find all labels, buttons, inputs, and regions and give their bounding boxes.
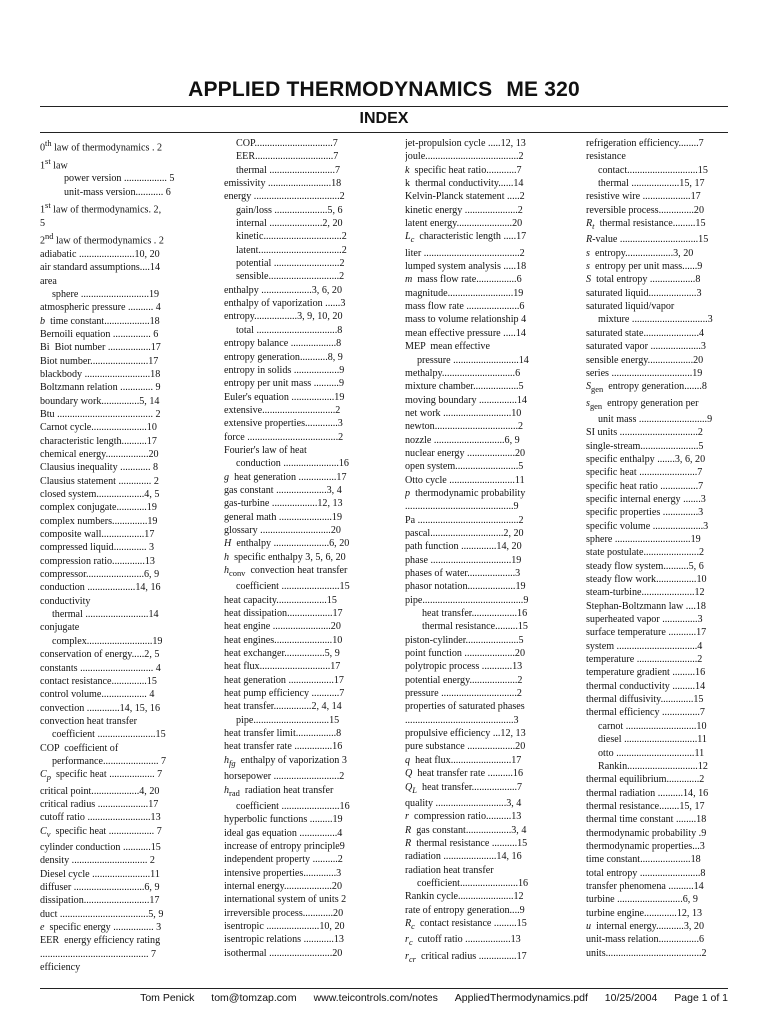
index-entry: ideal gas equation ...............4 (224, 827, 343, 839)
index-entry: heat generation ..................17 (224, 674, 344, 686)
index-entry: efficiency (40, 962, 81, 974)
index-entry: path function ..............14, 20 (405, 541, 522, 553)
index-entry: pure substance ...................20 (405, 741, 526, 753)
index-entry: Fourier's law of heat (224, 444, 307, 456)
index-entry: energy ..................................2 (224, 191, 345, 203)
index-entry: p thermodynamic probability (405, 487, 526, 499)
index-entry: horsepower ..........................2 (224, 771, 345, 783)
index-entry: entropy per unit mass ..........9 (224, 378, 344, 390)
index-entry: e specific energy ................ 3 (40, 922, 162, 934)
index-entry: R thermal resistance ..........15 (405, 837, 528, 849)
index-entry: compressed liquid............. 3 (40, 542, 155, 554)
index-entry: coefficient .......................15 (236, 581, 350, 593)
index-entry: rate of entropy generation....9 (405, 904, 525, 916)
index-entry: phases of water...................3 (405, 568, 521, 580)
index-column-2 (224, 137, 363, 960)
index-entry: thermal ...................15, 17 (598, 178, 705, 190)
index-entry: ........................................... 7 (40, 948, 157, 960)
index-entry: 5 (40, 217, 46, 229)
index-entry: carnot ............................10 (598, 720, 707, 732)
index-entry: $r_{cr}$ critical radius ...............17 (405, 950, 527, 964)
index-entry: potential ..........................2 (236, 258, 345, 270)
index-entry: S total entropy ..................8 (586, 274, 701, 286)
index-entry: h specific enthalpy 3, 5, 6, 20 (224, 551, 346, 563)
index-entry: $C_p$ specific heat .................. 7 (40, 769, 163, 783)
index-entry: joule.....................................2 (405, 151, 524, 163)
index-entry: glossary ............................20 (224, 524, 341, 536)
index-entry: diesel .............................11 (598, 734, 707, 746)
index-entry: steady flow system..........5, 6 (586, 560, 704, 572)
index-entry: Stephan-Boltzmann law ....18 (586, 600, 706, 612)
index-entry: state postulate......................2 (586, 547, 705, 559)
index-entry: Euler's equation .................19 (224, 391, 345, 403)
index-entry: $h_{rad}$ radiation heat transfer (224, 784, 334, 798)
index-entry: Biot number.......................17 (40, 355, 159, 367)
index-entry: unit-mass version........... 6 (64, 186, 171, 198)
index-entry: Q heat transfer rate ..........16 (405, 768, 524, 780)
index-entry: single-stream.......................5 (586, 440, 704, 452)
index-entry: composite wall.................17 (40, 529, 155, 541)
index-entry: sphere ...........................19 (52, 288, 160, 300)
index-entry: gain/loss .....................5, 6 (236, 204, 343, 216)
index-entry: enthalpy of vaporization ......3 (224, 298, 346, 310)
index-entry: adiabatic ......................10, 20 (40, 248, 160, 260)
index-entry: Otto cycle ..........................11 (405, 474, 525, 486)
index-entry: latent energy......................20 (405, 218, 523, 230)
index-entry: saturated state......................4 (586, 327, 705, 339)
index-entry: intensive properties.............3 (224, 867, 342, 879)
index-entry: series ................................19 (586, 367, 703, 379)
index-entry: specific enthalpy .......3, 6, 20 (586, 453, 706, 465)
index-entry: $S_{gen}$ entropy generation.......8 (586, 381, 707, 395)
index-entry: specific heat .......................7 (586, 467, 703, 479)
index-entry: phase ................................19 (405, 554, 522, 566)
index-entry: convection .............14, 15, 16 (40, 702, 160, 714)
index-entry: thermal resistance.........15 (422, 621, 528, 633)
index-entry: point function ....................20 (405, 648, 525, 660)
index-entry: thermodynamic probability .9 (586, 827, 707, 839)
footer-filename: AppliedThermodynamics.pdf (454, 992, 588, 1004)
footer-author: Tom Penick (140, 992, 195, 1004)
index-entry: sphere ..............................19 (586, 534, 701, 546)
index-entry: ...........................................9 (405, 501, 519, 513)
index-entry: mean effective pressure .....14 (405, 327, 526, 339)
index-entry: air standard assumptions....14 (40, 262, 160, 274)
index-entry: total entropy ........................8 (586, 867, 706, 879)
index-entry: phasor notation...................19 (405, 581, 526, 593)
index-entry: boundary work...............5, 14 (40, 395, 160, 407)
index-entry: heat pump efficiency ...........7 (224, 688, 345, 700)
index-entry: specific volume ....................3 (586, 520, 709, 532)
index-entry: u internal energy...........3, 20 (586, 920, 705, 932)
index-entry: radiation .....................14, 16 (405, 851, 522, 863)
index-entry: $C_v$ specific heat .................. 7 (40, 825, 162, 839)
index-entry: conservation of energy.....2, 5 (40, 649, 160, 661)
index-entry: k thermal conductivity......14 (405, 178, 524, 190)
index-entry: $h_{fg}$ enthalpy of vaporization 3 (224, 754, 347, 768)
index-entry: general math .....................19 (224, 511, 343, 523)
index-entry: cutoff ratio .........................13 (40, 812, 161, 824)
index-entry: contact resistance..............15 (40, 675, 157, 687)
index-entry: jet-propulsion cycle .....12, 13 (405, 138, 526, 149)
index-entry: area (40, 275, 57, 287)
course-title: APPLIED THERMODYNAMICS (188, 78, 493, 101)
index-entry: SI units ...............................2 (586, 427, 703, 439)
index-entry: 1st law of thermodynamics. 2, (40, 201, 162, 216)
index-entry: thermal diffusivity.............15 (586, 694, 704, 706)
index-entry: newton.................................2 (405, 421, 524, 433)
index-entry: heat capacity....................15 (224, 594, 337, 606)
index-entry: $s_{gen}$ entropy generation per (586, 397, 699, 411)
index-entry: complex conjugate............19 (40, 502, 157, 514)
index-entry: latent.................................2 (236, 244, 347, 256)
index-entry: magnitude..........................19 (405, 287, 524, 299)
index-entry: conjugate (40, 622, 80, 634)
index-entry: steady flow work................10 (586, 574, 707, 586)
index-entry: heat exchanger................5, 9 (224, 648, 340, 660)
index-entry: coefficient .......................16 (236, 800, 350, 812)
index-entry: Boltzmann relation ............. 9 (40, 382, 161, 394)
index-entry: performance...................... 7 (52, 755, 167, 767)
index-entry: superheated vapor ..............3 (586, 614, 703, 626)
index-entry: international system of units 2 (224, 894, 347, 906)
index-entry: enthalpy ....................3, 6, 20 (224, 284, 343, 296)
index-entry: specific properties ..............3 (586, 507, 704, 519)
index-entry: saturated liquid...................3 (586, 287, 702, 299)
index-entry: heat dissipation..................17 (224, 608, 343, 620)
index-entry: 0th law of thermodynamics . 2 (40, 139, 163, 154)
index-entry: s entropy...................3, 20 (586, 247, 694, 259)
index-entry: R-value ...............................15 (586, 234, 709, 246)
index-entry: gas constant ....................3, 4 (224, 484, 342, 496)
index-entry: total ................................8 (236, 324, 343, 336)
index-entry: thermal radiation ..........14, 16 (586, 787, 709, 799)
index-entry: power version ................. 5 (64, 173, 175, 185)
index-entry: emissivity .........................18 (224, 178, 342, 190)
index-entry: thermal resistance........15, 17 (586, 800, 705, 812)
index-entry: Bi Biot number .................17 (40, 342, 161, 354)
index-column-3 (405, 137, 545, 966)
index-entry: pressure ..........................14 (417, 354, 529, 366)
index-entry: open system.........................5 (405, 461, 524, 473)
footer-page-number: Page 1 of 1 (674, 992, 728, 1004)
index-entry: contact............................15 (598, 164, 708, 176)
footer-email[interactable]: tom@tomzap.com (211, 992, 297, 1004)
index-entry: heat engines.......................10 (224, 634, 343, 646)
index-entry: heat engine .......................20 (224, 621, 341, 633)
index-entry: Pa ........................................2 (405, 514, 524, 526)
title-rule (40, 106, 728, 107)
index-entry: heat transfer..................16 (422, 608, 528, 620)
index-entry: nozzle ............................6, 9 (405, 434, 520, 446)
index-heading: INDEX (359, 110, 409, 127)
index-entry: k specific heat ratio............7 (405, 164, 522, 176)
index-entry: system ................................4 (586, 640, 703, 652)
index-entry: kinetic...............................2 (236, 231, 347, 243)
index-entry: transfer phenomena ..........14 (586, 880, 704, 892)
index-entry: pipe........................................9 (405, 594, 529, 606)
index-entry: increase of entropy principle9 (224, 840, 345, 852)
index-entry: unit-mass relation................6 (586, 934, 705, 946)
index-entry: mass to volume relationship 4 (405, 314, 527, 326)
index-entry: specific internal energy .......3 (586, 493, 706, 505)
index-entry: properties of saturated phases (405, 701, 525, 713)
index-entry: heat flux............................17 (224, 661, 341, 673)
index-entry: critical point...................4, 20 (40, 785, 160, 797)
index-entry: b time constant..................18 (40, 315, 160, 327)
index-entry: steam-turbine.....................12 (586, 587, 705, 599)
index-entry: Btu ...................................... 2 (40, 408, 161, 420)
index-entry: $h_{conv}$ convection heat transfer (224, 565, 348, 579)
index-entry: internal energy...................20 (224, 880, 343, 892)
index-entry: R gas constant..................3, 4 (405, 824, 527, 836)
index-entry: thermal equilibrium.............2 (586, 774, 705, 786)
index-entry: blackbody ..........................18 (40, 368, 161, 380)
index-entry: cylinder conduction ...........15 (40, 842, 161, 853)
index-entry: propulsive efficiency ...12, 13 (405, 728, 526, 740)
index-entry: thermodynamic properties...3 (586, 840, 705, 852)
index-column-1 (40, 137, 186, 974)
index-entry: heat transfer rate ...............16 (224, 741, 343, 753)
index-entry: r compression ratio..........13 (405, 811, 522, 823)
index-entry: thermal efficiency ...............7 (586, 707, 705, 719)
index-entry: H enthalpy ......................6, 20 (224, 538, 350, 550)
index-entry: COP...............................7 (236, 138, 338, 149)
index-entry: piston-cylinder.....................5 (405, 634, 524, 646)
index-entry: thermal time constant ........18 (586, 814, 707, 826)
index-entry: Kelvin-Planck statement .....2 (405, 191, 525, 203)
index-entry: refrigeration efficiency........7 (586, 138, 704, 149)
index-entry: compressor.......................6, 9 (40, 569, 160, 581)
index-entry: $R_t$ thermal resistance.........15 (586, 218, 706, 232)
index-entry: EER energy efficiency rating (40, 935, 161, 947)
index-entry: heat transfer limit................8 (224, 728, 342, 740)
index-entry: control volume.................. 4 (40, 689, 155, 701)
index-entry: Rankin............................12 (598, 760, 708, 772)
index-entry: coefficient .......................15 (52, 729, 166, 741)
index-entry: Diesel cycle .......................11 (40, 868, 160, 880)
index-entry: radiation heat transfer (405, 864, 494, 876)
index-entry: m mass flow rate................6 (405, 274, 522, 286)
index-entry: temperature gradient .........16 (586, 667, 706, 679)
index-entry: entropy in solids ..................9 (224, 364, 345, 376)
index-column-4 (586, 137, 725, 960)
index-entry: internal .....................2, 20 (236, 218, 343, 230)
index-entry: coefficient.......................16 (417, 877, 529, 889)
page-title (0, 78, 768, 102)
footer-url[interactable]: www.teicontrols.com/notes (313, 992, 438, 1004)
index-entry: temperature ........................2 (586, 654, 703, 666)
index-entry: chemical energy.................20 (40, 449, 159, 460)
index-entry: saturated vapor ....................3 (586, 341, 706, 353)
index-entry: resistive wire ...................17 (586, 191, 701, 203)
index-entry: $R_c$ contact resistance .........15 (405, 917, 527, 931)
index-entry: liter ......................................2 (405, 247, 525, 259)
index-entry: surface temperature ...........17 (586, 627, 707, 639)
index-entry: COP coefficient of (40, 742, 119, 754)
index-entry: time constant....................18 (586, 854, 701, 866)
index-entry: g heat generation ...............17 (224, 471, 347, 483)
index-entry: MEP mean effective (405, 341, 490, 353)
index-entry: unit mass ...........................9 (598, 413, 713, 425)
index-entry: sensible............................2 (236, 271, 345, 283)
index-entry: pascal.............................2, 20 (405, 527, 524, 539)
index-entry: pressure ..............................2 (405, 688, 522, 700)
index-entry: Clausius statement ............. 2 (40, 475, 159, 487)
index-entry: turbine ..........................6, 9 (586, 894, 698, 906)
index-entry: diffuser ............................6, 9 (40, 882, 160, 894)
index-entry: $r_c$ cutoff ratio ..................13 (405, 934, 521, 948)
index-entry: conduction ...................14, 16 (40, 582, 161, 594)
index-entry: $Q_L$ heat transfer..................7 (405, 781, 523, 795)
page-footer (0, 992, 728, 1004)
index-entry: entropy.................3, 9, 10, 20 (224, 311, 343, 323)
index-entry: convection heat transfer (40, 715, 137, 727)
index-entry: specific heat ratio ...............7 (586, 480, 704, 492)
index-entry: saturated liquid/vapor (586, 301, 675, 313)
index-entry: compression ratio.............13 (40, 555, 155, 567)
course-number: ME 320 (506, 78, 580, 101)
index-entry: nuclear energy ...................20 (405, 447, 526, 459)
index-entry: ...........................................3 (405, 714, 519, 726)
index-entry: isothermal .........................20 (224, 947, 343, 959)
index-entry: pipe..............................15 (236, 714, 340, 726)
index-entry: Rankin cycle......................12 (405, 891, 524, 903)
index-entry: characteristic length..........17 (40, 435, 157, 447)
index-entry: thermal conductivity .........14 (586, 680, 706, 692)
index-entry: units......................................2 (586, 947, 707, 959)
index-entry: Clausius inequality ............ 8 (40, 462, 159, 474)
index-entry: net work ...........................10 (405, 407, 522, 419)
index-entry: gas-turbine ..................12, 13 (224, 498, 343, 510)
index-entry: independent property ..........2 (224, 854, 343, 866)
footer-date: 10/25/2004 (604, 992, 658, 1004)
index-entry: complex..........................19 (52, 635, 163, 647)
index-entry: density .............................. 2 (40, 855, 155, 867)
index-entry: entropy generation...........8, 9 (224, 351, 343, 363)
index-entry: Carnot cycle......................10 (40, 422, 157, 434)
index-entry: resistance (586, 151, 626, 163)
index-entry: force ....................................2 (224, 431, 344, 443)
index-entry: sensible energy..................20 (586, 354, 704, 366)
index-entry: constants ............................. 4 (40, 662, 161, 674)
index-entry: hyperbolic functions .........19 (224, 814, 343, 826)
index-entry: conduction ......................16 (236, 458, 349, 470)
index-entry: entropy balance ..................8 (224, 338, 342, 350)
index-entry: quality ............................3, 4 (405, 797, 522, 809)
index-entry: 1st law (40, 156, 68, 172)
index-entry: extensive properties.............3 (224, 418, 343, 430)
index-entry: mass flow rate .....................6 (405, 301, 525, 313)
index-entry: isentropic .....................10, 20 (224, 920, 345, 932)
index-entry: lumped system analysis .....18 (405, 261, 527, 273)
index-entry: atmospheric pressure .......... 4 (40, 302, 161, 314)
index-entry: reversible process..............20 (586, 204, 705, 216)
index-entry: Bernoili equation ............... 6 (40, 328, 159, 340)
index-entry: thermal .........................14 (52, 609, 159, 621)
index-entry: duct ...................................5, 9 (40, 908, 164, 920)
index-entry: moving boundary ...............14 (405, 394, 527, 406)
index-entry: irreversible process............20 (224, 907, 344, 919)
index-entry: heat transfer...............2, 4, 14 (224, 701, 342, 713)
index-entry: extensive.............................2 (224, 404, 341, 416)
index-entry: 2nd law of thermodynamics . 2 (40, 232, 164, 247)
index-entry: otto ...............................11 (598, 747, 705, 759)
index-entry: EER...............................7 (236, 151, 339, 163)
index-entry: complex numbers..............19 (40, 515, 158, 527)
index-entry: mixture chamber..................5 (405, 381, 524, 393)
index-entry: q heat flux........................17 (405, 754, 522, 766)
index-entry: methalpy.............................6 (405, 367, 521, 379)
footer-rule (40, 988, 728, 989)
index-entry: dissipation..........................17 (40, 895, 160, 907)
index-entry: $L_c$ characteristic length .....17 (405, 231, 527, 245)
index-rule (40, 132, 728, 133)
index-entry: potential energy...................2 (405, 674, 523, 686)
index-entry: polytropic process ............13 (405, 661, 523, 673)
index-entry: thermal ..........................7 (236, 164, 341, 176)
index-entry: kinetic energy .....................2 (405, 204, 523, 216)
index-entry: closed system...................4, 5 (40, 489, 160, 501)
index-entry: conductivity (40, 595, 91, 607)
index-entry: turbine engine.............12, 13 (586, 907, 703, 919)
index-entry: critical radius ....................17 (40, 798, 159, 810)
index-entry: s entropy per unit mass......9 (586, 261, 703, 273)
index-entry: isentropic relations ............13 (224, 934, 344, 946)
index-entry: mixture ..............................3 (598, 314, 713, 326)
